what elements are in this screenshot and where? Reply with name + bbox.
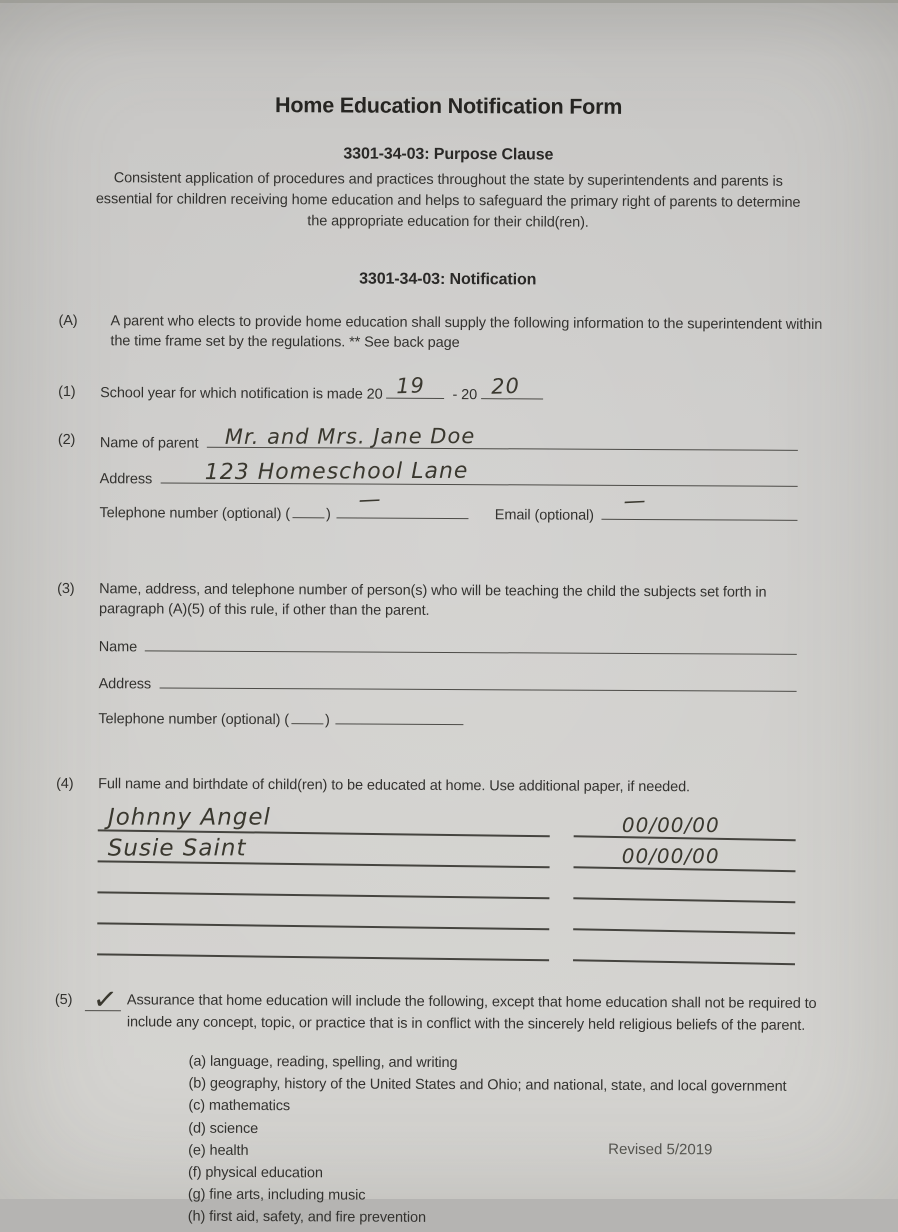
teacher-name-line <box>145 634 797 654</box>
parent-name-line <box>206 431 798 451</box>
handwritten-child-birthdate: 00/00/00 <box>622 815 720 835</box>
parent-phone-paren: ) <box>326 504 331 524</box>
parent-email-label: Email (optional) <box>495 505 594 526</box>
child-row <box>97 937 795 961</box>
child-row <box>98 875 796 899</box>
item-4-text: Full name and birthdate of child(ren) to be educated at home. Use additional paper, if needed. <box>98 774 834 798</box>
teacher-phone-label: Telephone number (optional) ( <box>98 709 289 730</box>
handwritten-year-from: 19 <box>396 375 425 397</box>
subject-item: (f) physical education <box>188 1162 832 1188</box>
parent-name-row <box>100 430 798 457</box>
subject-item: (a) language, reading, spelling, and writing <box>189 1051 833 1077</box>
teacher-phone-paren: ) <box>325 710 330 730</box>
handwritten-year-to: 20 <box>491 376 520 398</box>
child-name-line <box>97 935 549 961</box>
child-birthdate-line <box>573 910 795 934</box>
item-5-assurance <box>54 990 833 1232</box>
child-birthdate-line <box>573 848 795 872</box>
subject-item: (b) geography, history of the United States and Ohio; and national, state, and local government <box>188 1073 832 1099</box>
parent-phone-line <box>337 503 469 519</box>
subjects-list <box>188 1051 833 1232</box>
child-birthdate-line <box>573 879 795 903</box>
teacher-phone-row <box>98 708 796 733</box>
parent-email-line <box>602 505 798 521</box>
item-3-label: (3) <box>57 579 99 599</box>
item-5-text-wrap <box>127 990 833 1037</box>
subject-item: (d) science <box>188 1117 832 1143</box>
parent-address-line <box>160 466 798 486</box>
assurance-check-blank <box>85 998 121 1011</box>
item-2-parent <box>57 430 836 540</box>
children-list <box>97 813 796 961</box>
item-a-text: A parent who elects to provide home education shall supply the following information to the superintendent within the time frame set by the regulations. ** See back page <box>110 311 836 355</box>
handwritten-child-birthdate: 00/00/00 <box>622 846 720 866</box>
purpose-clause-heading: 3301-34-03: Purpose Clause <box>59 143 837 167</box>
teacher-address-label: Address <box>99 674 152 694</box>
child-birthdate-line <box>573 941 795 965</box>
handwritten-child-name: Johnny Angel <box>108 807 271 830</box>
teacher-name-row <box>99 634 797 661</box>
area-code-blank <box>292 505 324 518</box>
revision-note: Revised 5/2019 <box>608 1140 712 1161</box>
child-birthdate-line <box>574 817 796 841</box>
item-a-label: (A) <box>58 311 110 331</box>
handwritten-child-name: Susie Saint <box>108 837 247 860</box>
child-row <box>97 906 795 930</box>
purpose-clause-text: Consistent application of procedures and practices throughout the state by superintendents and parents is essential for children receiving home education and helps to safeguard the primary right of parents to determine the appropriate education for their child(ren). <box>91 168 805 235</box>
teacher-address-line <box>159 671 797 691</box>
page-title: Home Education Notification Form <box>60 94 838 118</box>
child-name-line <box>97 873 549 899</box>
handwritten-phone-dash: — <box>358 489 381 512</box>
item-1-label: (1) <box>58 382 100 402</box>
subject-item: (c) mathematics <box>188 1095 832 1121</box>
item-2-label: (2) <box>58 430 100 450</box>
item-1-school-year <box>58 382 836 407</box>
item-5-label: (5) <box>55 990 97 1010</box>
handwritten-parent-address: 123 Homeschool Lane <box>204 461 468 484</box>
teacher-address-row <box>99 671 797 698</box>
year-to-blank <box>481 384 543 399</box>
child-name-line <box>98 811 550 837</box>
subject-item: (g) fine arts, including music <box>188 1184 832 1210</box>
parent-phone-label: Telephone number (optional) ( <box>99 503 290 524</box>
parent-address-row <box>100 466 798 493</box>
child-name-line <box>97 904 549 930</box>
subject-item: (e) health <box>188 1139 832 1165</box>
notification-heading: 3301-34-03: Notification <box>59 268 837 292</box>
item-a <box>58 311 836 355</box>
parent-phone-email-row <box>99 502 797 527</box>
child-row <box>98 844 796 868</box>
handwritten-parent-name: Mr. and Mrs. Jane Doe <box>224 426 474 448</box>
teacher-area-code-blank <box>291 711 323 724</box>
year-from-blank <box>387 384 445 399</box>
parent-name-label: Name of parent <box>100 433 199 454</box>
teacher-phone-line <box>336 709 464 725</box>
item-4-children <box>55 774 834 972</box>
item-1-text <box>100 382 836 407</box>
subject-item: (h) first aid, safety, and fire prevention <box>188 1206 832 1232</box>
item-4-label: (4) <box>56 774 98 794</box>
checkmark-icon: ✓ <box>91 984 118 1015</box>
item-3-teacher <box>56 579 835 747</box>
item-3-text: Name, address, and telephone number of person(s) who will be teaching the child the subjects set forth in paragraph (A)(5) of this rule, if other than the parent. <box>99 579 835 623</box>
teacher-name-label: Name <box>99 637 137 657</box>
school-year-mid: - 20 <box>452 387 477 403</box>
handwritten-email-dash: — <box>624 490 647 513</box>
parent-address-label: Address <box>100 469 153 489</box>
item-5-text: Assurance that home education will include the following, except that home education shall not be required to include any concept, topic, or practice that is in conflict with the sincerely held religious beliefs of the parent. <box>127 992 817 1033</box>
school-year-prefix: School year for which notification is made 20 <box>100 385 383 402</box>
child-row <box>98 813 796 837</box>
child-name-line <box>98 842 550 868</box>
